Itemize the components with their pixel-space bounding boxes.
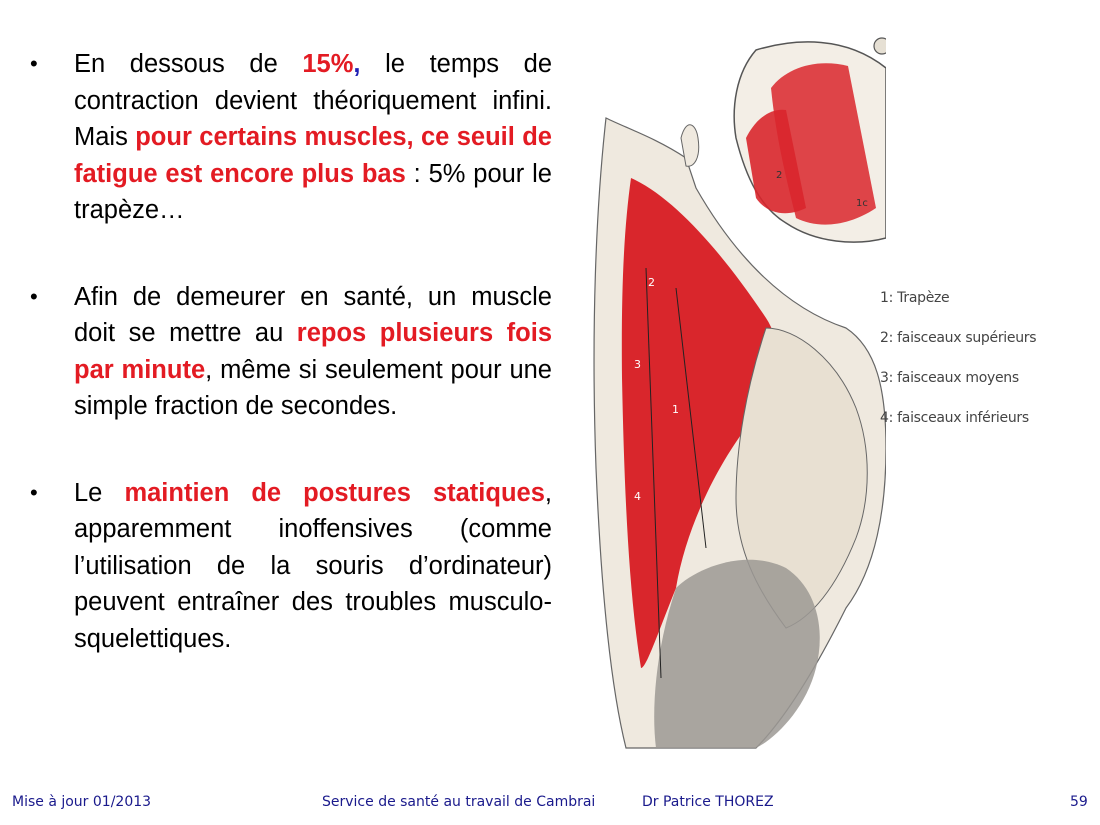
legend-item: 1: Trapèze (880, 290, 950, 306)
footer-doctor: Dr Patrice THOREZ (642, 794, 774, 810)
bullet-item (30, 46, 552, 229)
bullet-dot: • (30, 479, 38, 505)
bullet-item (30, 475, 552, 658)
bullet-list (30, 46, 552, 657)
legend-item: 4: faisceaux inférieurs (880, 410, 1029, 426)
figure-label: 1 (672, 403, 679, 416)
slide-footer (0, 794, 1100, 816)
figure-label: 2 (648, 276, 655, 289)
figure-legend (880, 288, 1036, 448)
legend-item: 3: faisceaux moyens (880, 370, 1019, 386)
figure-label: 4 (634, 490, 641, 503)
neck-inset (734, 38, 886, 242)
bullet-text: Le maintien de postures statiques, apparemment inoffensives (comme l’utilisation de la souris d’ordinateur) peuvent entraîner des troubles musculo-squelettiques. (74, 478, 552, 653)
inset-label: 2 (776, 170, 783, 181)
bullet-dot: • (30, 283, 38, 309)
bullet-text: En dessous de 15%, le temps de contraction devient théoriquement infini. Mais pour certains muscles, ce seuil de fatigue est encore plus bas : 5% pour le trapèze… (74, 50, 552, 224)
footer-service: Service de santé au travail de Cambrai (322, 794, 596, 810)
trapezius-anatomy-illustration (586, 28, 886, 758)
bullet-item (30, 279, 552, 425)
footer-date: Mise à jour 01/2013 (12, 794, 152, 810)
figure-label: 3 (634, 358, 641, 371)
bullet-text: Afin de demeurer en santé, un muscle doit se mettre au repos plusieurs fois par minute, même si seulement pour une simple fraction de secondes. (74, 282, 552, 420)
inset-label: 1c (856, 198, 868, 209)
legend-item: 2: faisceaux supérieurs (880, 330, 1037, 346)
bullet-dot: • (30, 51, 38, 76)
page-number: 59 (1070, 794, 1088, 810)
